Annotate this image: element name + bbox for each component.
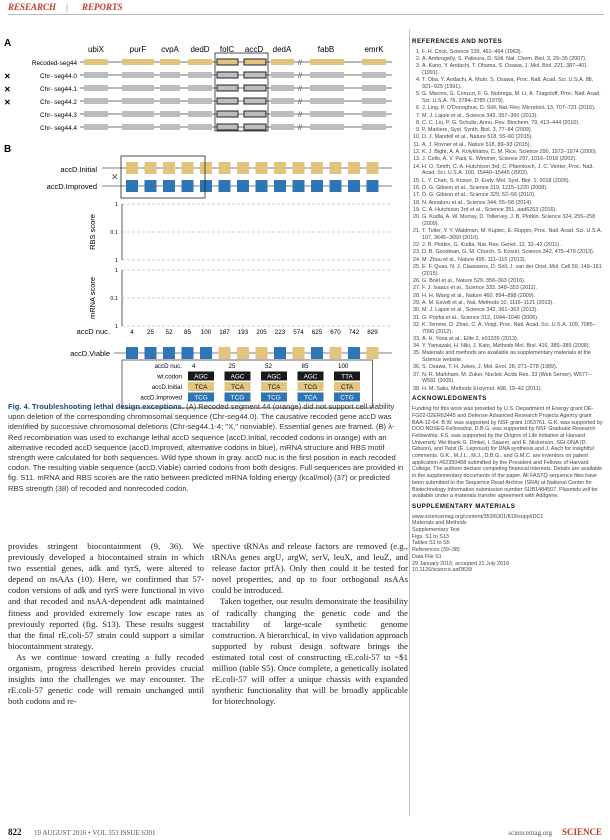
reference-item: 35. Materials and methods are available as supplementary materials at the Science website. bbox=[422, 350, 604, 363]
table-row-label: accD.Initial bbox=[151, 384, 182, 391]
reference-item: 38. H. M. Salis, Methods Enzymol. 498, 19–42 (2011). bbox=[422, 386, 604, 393]
improved-codon bbox=[126, 180, 138, 192]
axis-tick: 0.1 bbox=[110, 230, 118, 236]
reference-item: 22. J. B. Plotkin, G. Kudla, Nat. Rev. Genet. 12, 32–42 (2011). bbox=[422, 242, 604, 249]
axis-tick: 1 bbox=[114, 324, 118, 330]
gene-label: folC bbox=[219, 45, 235, 54]
reference-item: 10. D. J. Mandell et al., Nature 518, 55–60 (2015). bbox=[422, 134, 604, 141]
codon-cell: TCG bbox=[230, 394, 245, 402]
reference-item: 7. M. J. Lajoie et al., Science 342, 357–360 (2013). bbox=[422, 113, 604, 120]
codon-cell: TCA bbox=[194, 384, 208, 391]
initial-codon bbox=[274, 162, 286, 174]
reference-item: 14. H. O. Smith, C. A. Hutchison 3rd, C. Pfannkoch, J. C. Venter, Proc. Natl. Acad. Sci. U.S.A. 100, 15440–15445 (2003). bbox=[422, 164, 604, 177]
viable-codon bbox=[145, 347, 157, 359]
initial-codon bbox=[182, 162, 194, 174]
reference-item: 28. H. H. Wang et al., Nature 460, 894–898 (2009). bbox=[422, 293, 604, 300]
gene-block bbox=[310, 59, 344, 65]
gene-block bbox=[160, 85, 180, 91]
segment-label: Chr- seg44.4 bbox=[40, 125, 77, 132]
header-rule bbox=[8, 14, 604, 15]
nuc-position: 670 bbox=[330, 329, 341, 336]
reference-item: 26. G. Boël et al., Nature 529, 358–363 (2016). bbox=[422, 278, 604, 285]
body-paragraph: spective tRNAs and release factors are removed (e.g., tRNAs genes argU, argW, serV, leuX, and leuZ, and release factor prfA). Only then could it be tested for novel properties, and up to four orthogonal nsAAs could be introduced. bbox=[212, 541, 408, 596]
break-mark: // bbox=[298, 112, 302, 119]
codon-cell: CTA bbox=[340, 384, 354, 391]
accd-initial-label: accD.Initial bbox=[60, 165, 97, 174]
x-mark: ✕ bbox=[111, 172, 119, 182]
segment-label: Chr- seg44.2 bbox=[40, 99, 77, 106]
body-paragraph: As we continue toward creating a fully recoded organism, progress described herein provides crucial insights into the challenges we may encounter. The rE.coli-57 genetic code will remain unchanged until both codons and re- bbox=[8, 651, 204, 707]
viable-codon bbox=[274, 347, 286, 359]
reference-item: 11. A. J. Rovner et al., Nature 518, 89–93 (2015). bbox=[422, 142, 604, 149]
reference-item: 12. K. J. Bight, A. A. Kolykhalov, C. M. Rice, Science 290, 1972–1974 (2000). bbox=[422, 149, 604, 156]
improved-codon bbox=[145, 180, 157, 192]
gene-block bbox=[217, 111, 238, 117]
page-footer bbox=[0, 826, 610, 840]
gene-block bbox=[244, 72, 266, 78]
gene-block bbox=[362, 98, 386, 104]
body-column-right bbox=[212, 541, 408, 707]
viable-codon bbox=[219, 347, 231, 359]
reference-item: 16. D. G. Gibson et al., Science 319, 1215–1220 (2008). bbox=[422, 185, 604, 192]
gene-label: accD bbox=[244, 45, 264, 54]
page-header bbox=[0, 0, 610, 14]
reference-item: 34. Y. Yamazaki, H. Niki, J. Kato, Methods Mol. Biol. 416, 385–389 (2008). bbox=[422, 343, 604, 350]
supplementary-item: 10.1126/science.aaf3639 bbox=[412, 567, 472, 574]
initial-codon bbox=[145, 162, 157, 174]
nuc-position: 205 bbox=[256, 329, 267, 336]
gene-block bbox=[84, 111, 108, 117]
codon-cell: TCG bbox=[194, 394, 208, 402]
gene-block bbox=[244, 98, 266, 104]
codon-cell: TCG bbox=[267, 394, 281, 402]
improved-codon bbox=[274, 180, 286, 192]
gene-block bbox=[310, 124, 344, 130]
improved-codon bbox=[348, 180, 360, 192]
gene-block bbox=[84, 85, 108, 91]
initial-codon bbox=[200, 162, 212, 174]
supplementary-list bbox=[412, 514, 604, 574]
viable-codon bbox=[163, 347, 175, 359]
reference-item: 6. J. Ling, P. O'Donoghue, D. Söll, Nat. Rev. Microbiol. 13, 707–721 (2015). bbox=[422, 105, 604, 112]
table-header-cell: 100 bbox=[338, 363, 349, 370]
gene-block bbox=[217, 72, 238, 78]
supplementary-item: Tables S1 to S5 bbox=[412, 540, 450, 547]
viable-codon bbox=[182, 347, 194, 359]
codon-cell: AGC bbox=[267, 373, 281, 381]
reference-item: 25. E. F. Quax, N. J. Claassens, D. Söll, J. van der Oost, Mol. Cell 59, 149–161 (2015). bbox=[422, 264, 604, 277]
reference-item: 24. M. Zhou et al., Nature 495, 111–115 (2013). bbox=[422, 257, 604, 264]
table-header-cell: 25 bbox=[228, 363, 236, 370]
improved-codon bbox=[182, 180, 194, 192]
axis-label: mRNA score bbox=[88, 276, 97, 320]
nuc-position: 85 bbox=[183, 329, 192, 336]
segment-label: Chr- seg44.1 bbox=[40, 86, 77, 93]
gene-block bbox=[160, 72, 180, 78]
viable-codon bbox=[256, 347, 268, 359]
gene-label: purF bbox=[129, 45, 147, 54]
gene-block bbox=[122, 124, 154, 130]
codon-cell: TCG bbox=[303, 384, 318, 391]
supplementary-item: Figs. S1 to S13 bbox=[412, 533, 449, 540]
initial-codon bbox=[219, 162, 231, 174]
codon-cell: TCA bbox=[304, 394, 317, 402]
supplementary-item: Materials and Methods bbox=[412, 520, 467, 527]
nuc-position: 574 bbox=[293, 329, 304, 336]
supplementary-item: Supplementary Text bbox=[412, 527, 460, 534]
reference-item: 5. G. Macino, G. Coruzzi, F. G. Nobrega, M. Li, A. Tzagoloff, Proc. Natl. Acad. Sci. U.S.A. 76, 3784–3785 (1979). bbox=[422, 91, 604, 104]
table-header-cell: 85 bbox=[301, 363, 309, 370]
initial-codon bbox=[293, 162, 305, 174]
reference-item: 21. T. Tuller, Y. Y. Waldman, M. Kupiec, E. Ruppin, Proc. Natl. Acad. Sci. U.S.A. 107, 3645–3650 (2010). bbox=[422, 228, 604, 241]
improved-codon bbox=[256, 180, 268, 192]
section-label: RESEARCH bbox=[8, 2, 57, 12]
break-mark: // bbox=[298, 99, 302, 106]
gene-block bbox=[310, 85, 344, 91]
supplementary-item: References (39–38) bbox=[412, 547, 460, 554]
header-separator: | bbox=[66, 2, 68, 12]
gene-block bbox=[217, 98, 238, 104]
segment-label: Chr- seg44.3 bbox=[40, 112, 77, 119]
gene-block bbox=[122, 85, 154, 91]
axis-tick: 1 bbox=[114, 268, 118, 274]
reference-item: 4. T. Oba, Y. Andachi, A. Muto, S. Osawa, Proc. Natl. Acad. Sci. U.S.A. 88, 921–925 (1991). bbox=[422, 77, 604, 90]
codon-cell: TCA bbox=[267, 384, 281, 391]
figure-4 bbox=[0, 28, 410, 410]
viable-codon bbox=[311, 347, 323, 359]
gene-block bbox=[84, 59, 108, 65]
gene-block bbox=[271, 72, 294, 78]
nuc-position: 4 bbox=[130, 329, 134, 336]
segment-label: Chr- seg44.0 bbox=[40, 73, 77, 80]
gene-block bbox=[160, 111, 180, 117]
gene-label: dedD bbox=[190, 45, 210, 54]
acknowledgments-text: Funding for this work was provided by U.S. Department of Energy grant DE-FG02-02ER63445 and Defense Advanced Research Projects Agency grant BAA-12-64. B.W. was supported by NSF grant 1063761. G.K. was supported by DOD NDSEG Fellowship. D.B.G. was supported by NSF Graduate Research Fellowship. F.S. was supported by the Origins of Life Initiative at Harvard University. We thank G. Dinkel, I. Saaem, and E. Nickerson, SGI-DNA (D. Gibson), and Twist (E. Leproust) for DNA synthesis and J. Aach for insightful comments. G.K., M.J.L., M.J., D.B.G., and G.M.C. are inventors on patent application #62350468 submitted by the President and Fellows of Harvard College. The authors declare competing financial interests. Details are available in the supplementary documents of the paper. All FASTQ sequence files have been submitted to the Sequence Read Archive (SRA) at National Center for Biotechnology Information submission number SUB1484507. Plasmids will be available under a materials transfer agreement with Addgene. bbox=[412, 406, 603, 500]
nuc-position: 625 bbox=[311, 329, 323, 336]
references-list bbox=[412, 49, 604, 393]
gene-block bbox=[362, 85, 386, 91]
reference-item: 8. C. C. Liu, P. G. Schultz, Annu. Rev. Biochem. 79, 413–444 (2010). bbox=[422, 120, 604, 127]
gene-block bbox=[244, 85, 266, 91]
codon-cell: TTA bbox=[341, 373, 353, 381]
codon-cell: TCA bbox=[231, 384, 244, 391]
codon-cell: AGC bbox=[303, 373, 318, 381]
nuc-position: 223 bbox=[274, 329, 286, 336]
gene-block bbox=[244, 59, 266, 65]
reference-item: 19. C. A. Hutchison 3rd et al., Science 351, aad6253 (2016). bbox=[422, 207, 604, 214]
gene-block bbox=[84, 124, 108, 130]
gene-block bbox=[188, 59, 212, 65]
reference-item: 17. D. G. Gibson et al., Science 329, 52–56 (2010). bbox=[422, 192, 604, 199]
caption-text: (A) Recoded segment 44 (orange) did not support cell viability upon deletion of the corresponding chromosomal sequence (Chr-seg44.0). The causative recoded gene accD was identified by successive chromosomal deletions (Chr-seg44.1-4; "X," nonviable). Essential genes are framed. (B) λ-Red recombination was used to exchange lethal accD sequence (accD.Initial, recoded codons in orange) with an alternative recoded accD sequence (accD.Improved, alternative codons in blue), mRNA structure and RBS motif strength were calculated for both sequences. Wild type shown in gray. accD nuc is the first position in each recoded codon. The resulting viable sequence (accD.Viable) carried codons from both designs. Full sequences are provided in fig. S11. mRNA and RBS scores are the ratio between predicted mRNA folding energy (kcal/mol) (37) or predicted RBS strength (38) of recoded and nonrecoded codon. bbox=[8, 402, 404, 493]
nuc-position: 100 bbox=[200, 329, 212, 336]
reference-item: 13. J. Cello, A. V. Paul, E. Wimmer, Science 297, 1016–1018 (2002). bbox=[422, 156, 604, 163]
viable-codon bbox=[348, 347, 360, 359]
gene-block bbox=[122, 59, 154, 65]
initial-codon bbox=[348, 162, 360, 174]
body-paragraph: Taken together, our results demonstrate the feasibility of radically changing the genetic code and the tractability of large-scale synthetic genome construction. A hierarchical, in vivo validation approach supported by robust design software brings the estimated total cost of constructing rE.coli-57 to ~$1 million (table S5). Once complete, a genetically isolated rE.coli-57 will offer a unique chassis with expanded synthetic functionality that will be broadly applicable for biotechnology. bbox=[212, 596, 408, 707]
gene-block bbox=[217, 59, 238, 65]
issue-date: 19 AUGUST 2016 • VOL 353 ISSUE 6301 bbox=[34, 829, 156, 837]
break-mark: // bbox=[298, 125, 302, 132]
gene-block bbox=[362, 72, 386, 78]
gene-block bbox=[271, 85, 294, 91]
nuc-position: 187 bbox=[219, 329, 230, 336]
improved-codon bbox=[293, 180, 305, 192]
gene-block bbox=[362, 124, 386, 130]
gene-block bbox=[217, 124, 238, 130]
gene-block bbox=[310, 111, 344, 117]
gene-block bbox=[122, 98, 154, 104]
axis-tick: 1 bbox=[114, 202, 118, 208]
nuc-position: 193 bbox=[237, 329, 249, 336]
reference-item: 33. A. H. Yona et al., Elife 2, e01339 (2013). bbox=[422, 336, 604, 343]
axis-label: RBS score bbox=[88, 214, 97, 250]
acknowledgments-title: ACKNOWLEDGMENTS bbox=[412, 395, 487, 403]
gene-block bbox=[188, 124, 212, 130]
journal-name: SCIENCE bbox=[561, 827, 602, 837]
reference-item: 27. F. J. Isaacs et al., Science 333, 348–353 (2011). bbox=[422, 285, 604, 292]
improved-codon bbox=[367, 180, 379, 192]
journal-url[interactable]: sciencemag.org bbox=[508, 829, 552, 837]
panel-b-label: B bbox=[4, 144, 12, 155]
viable-codon bbox=[237, 347, 249, 359]
improved-codon bbox=[219, 180, 231, 192]
gene-block bbox=[271, 59, 294, 65]
reference-item: 37. N. R. Markham, M. Zuker, Nucleic Acids Res. 33 (Web Server), W577–W581 (2005). bbox=[422, 372, 604, 385]
codon-cell: AGC bbox=[230, 373, 245, 381]
table-header-cell: 52 bbox=[265, 363, 272, 370]
gene-block bbox=[271, 124, 294, 130]
break-mark: // bbox=[298, 86, 302, 93]
break-mark: // bbox=[298, 73, 302, 80]
supplementary-item: Data File S1 bbox=[412, 553, 442, 560]
references-title: REFERENCES AND NOTES bbox=[412, 38, 503, 45]
page-number: 822 bbox=[8, 827, 22, 837]
accd-improved-label: accD.Improved bbox=[46, 182, 97, 191]
table-row-label: accD.Improved bbox=[140, 394, 182, 402]
initial-codon bbox=[256, 162, 268, 174]
gene-block bbox=[160, 98, 180, 104]
references-sidebar bbox=[412, 35, 604, 574]
figure-canvas bbox=[0, 28, 410, 410]
reference-item: 15. L. Y. Chan, S. Kosuri, D. Endy, Mol. Syst. Biol. 1, 0018 (2005). bbox=[422, 178, 604, 185]
reference-item: 29. A. M. Esvelt et al., Nat. Methods 10, 1116–1121 (2013). bbox=[422, 300, 604, 307]
gene-block bbox=[271, 98, 294, 104]
gene-block bbox=[160, 59, 180, 65]
nonviable-mark: ✕ bbox=[4, 85, 11, 94]
viable-codon bbox=[330, 347, 342, 359]
nuc-position: 742 bbox=[348, 329, 360, 336]
initial-codon bbox=[330, 162, 342, 174]
reference-item: 32. K. Temme, D. Zhao, C. A. Voigt, Proc. Natl. Acad. Sci. U.S.A. 109, 7085–7090 (2012). bbox=[422, 322, 604, 335]
viable-codon bbox=[367, 347, 379, 359]
supplementary-item: 29 January 2016; accepted 21 July 2016 bbox=[412, 560, 510, 567]
reference-item: 36. S. Osawa, T. H. Jukes, J. Mol. Evol. 28, 271–278 (1989). bbox=[422, 364, 604, 371]
axis-tick: 1 bbox=[114, 258, 118, 264]
gene-block bbox=[188, 72, 212, 78]
segment-label: Recoded-seg44 bbox=[31, 60, 77, 67]
supplementary-title: SUPPLEMENTARY MATERIALS bbox=[412, 502, 516, 510]
axis-tick: 0.1 bbox=[110, 296, 118, 302]
nonviable-mark: ✕ bbox=[4, 72, 11, 81]
nuc-position: 25 bbox=[146, 329, 155, 336]
gene-block bbox=[217, 85, 238, 91]
table-header-cell: 4 bbox=[192, 363, 196, 370]
table-row-label: wt.codon bbox=[157, 373, 182, 381]
initial-codon bbox=[163, 162, 175, 174]
gene-block bbox=[84, 98, 108, 104]
gene-block bbox=[188, 85, 212, 91]
initial-codon bbox=[367, 162, 379, 174]
gene-block bbox=[188, 111, 212, 117]
body-paragraph: provides stringent biocontainment (9, 36). We previously developed a biocontained strain in which two essential genes, adk and tyrS, were altered to depend on nsAAs (10). Here, we confirmed that 57-codon versions of adk and tyrS were functional in vivo and that recoded and nsAA-dependent adk maintained fitness and provided extremely low escape rates as previously reported (fig. S13). These results suggest that the final rE.coli-57 strain could support a similar biocontainment strategy. bbox=[8, 541, 204, 651]
body-column-left bbox=[8, 541, 204, 707]
codon-cell: AGC bbox=[194, 373, 208, 381]
gene-block bbox=[84, 72, 108, 78]
break-mark: // bbox=[298, 60, 302, 67]
gene-block bbox=[310, 98, 344, 104]
gene-block bbox=[244, 111, 266, 117]
gene-label: emrK bbox=[364, 45, 384, 54]
initial-codon bbox=[311, 162, 323, 174]
improved-codon bbox=[330, 180, 342, 192]
gene-block bbox=[362, 111, 386, 117]
gene-label: fabB bbox=[317, 45, 335, 54]
reference-item: 23. D. B. Goodman, G. M. Church, S. Kosuri, Science 342, 475–479 (2013). bbox=[422, 249, 604, 256]
initial-codon bbox=[126, 162, 138, 174]
improved-codon bbox=[237, 180, 249, 192]
reference-item: 31. G. Pósfai et al., Science 312, 1044–1046 (2006). bbox=[422, 315, 604, 322]
nuc-position: 829 bbox=[367, 329, 378, 336]
reference-item: 3. A. Kano, Y. Andachi, T. Ohama, S. Osawa, J. Mol. Biol. 221, 387–401 (1991). bbox=[422, 63, 604, 76]
nuc-label: accD nuc. bbox=[76, 327, 110, 336]
gene-block bbox=[244, 124, 266, 130]
codon-cell: CTG bbox=[340, 394, 354, 402]
gene-label: ubiX bbox=[87, 45, 105, 54]
gene-block bbox=[122, 111, 154, 117]
gene-block bbox=[271, 111, 294, 117]
reference-item: 20. G. Kudla, A. W. Murray, D. Tollervey, J. B. Plotkin, Science 324, 255–258 (2009). bbox=[422, 214, 604, 227]
initial-codon bbox=[237, 162, 249, 174]
supplementary-item[interactable]: www.sciencemag.org/content/353/6301/819/suppl/DC1 bbox=[412, 513, 544, 520]
figure-caption bbox=[8, 402, 406, 494]
gene-label: dedA bbox=[272, 45, 292, 54]
gene-block bbox=[362, 59, 386, 65]
gene-block bbox=[188, 98, 212, 104]
gene-label: cvpA bbox=[161, 45, 179, 54]
subsection-label: REPORTS bbox=[82, 2, 123, 12]
accd-viable-label: accD.Viable bbox=[70, 349, 110, 358]
improved-codon bbox=[311, 180, 323, 192]
gene-block bbox=[160, 124, 180, 130]
reference-item: 2. A. Ambrogelly, S. Palioura, D. Söll, Nat. Chem. Biol. 3, 29–35 (2007). bbox=[422, 56, 604, 63]
gene-block bbox=[310, 72, 344, 78]
gene-block bbox=[122, 72, 154, 78]
reference-item: 18. N. Annaluru et al., Science 344, 55–58 (2014). bbox=[422, 200, 604, 207]
nuc-position: 52 bbox=[165, 329, 173, 336]
panel-a-label: A bbox=[4, 38, 12, 49]
reference-item: 1. F. H. Crick, Science 139, 461–464 (1963). bbox=[422, 49, 604, 56]
reference-item: 30. M. J. Lajoie et al., Science 342, 361–363 (2013). bbox=[422, 307, 604, 314]
viable-codon bbox=[126, 347, 138, 359]
table-header-label: accD nuc. bbox=[154, 363, 182, 370]
nonviable-mark: ✕ bbox=[4, 98, 11, 107]
caption-title: Fig. 4. Troubleshooting lethal design exceptions. bbox=[8, 402, 184, 411]
viable-codon bbox=[200, 347, 212, 359]
improved-codon bbox=[163, 180, 175, 192]
viable-codon bbox=[293, 347, 305, 359]
reference-item: 9. P. Marliere, Syst. Synth. Biol. 3, 77–84 (2009). bbox=[422, 127, 604, 134]
improved-codon bbox=[200, 180, 212, 192]
